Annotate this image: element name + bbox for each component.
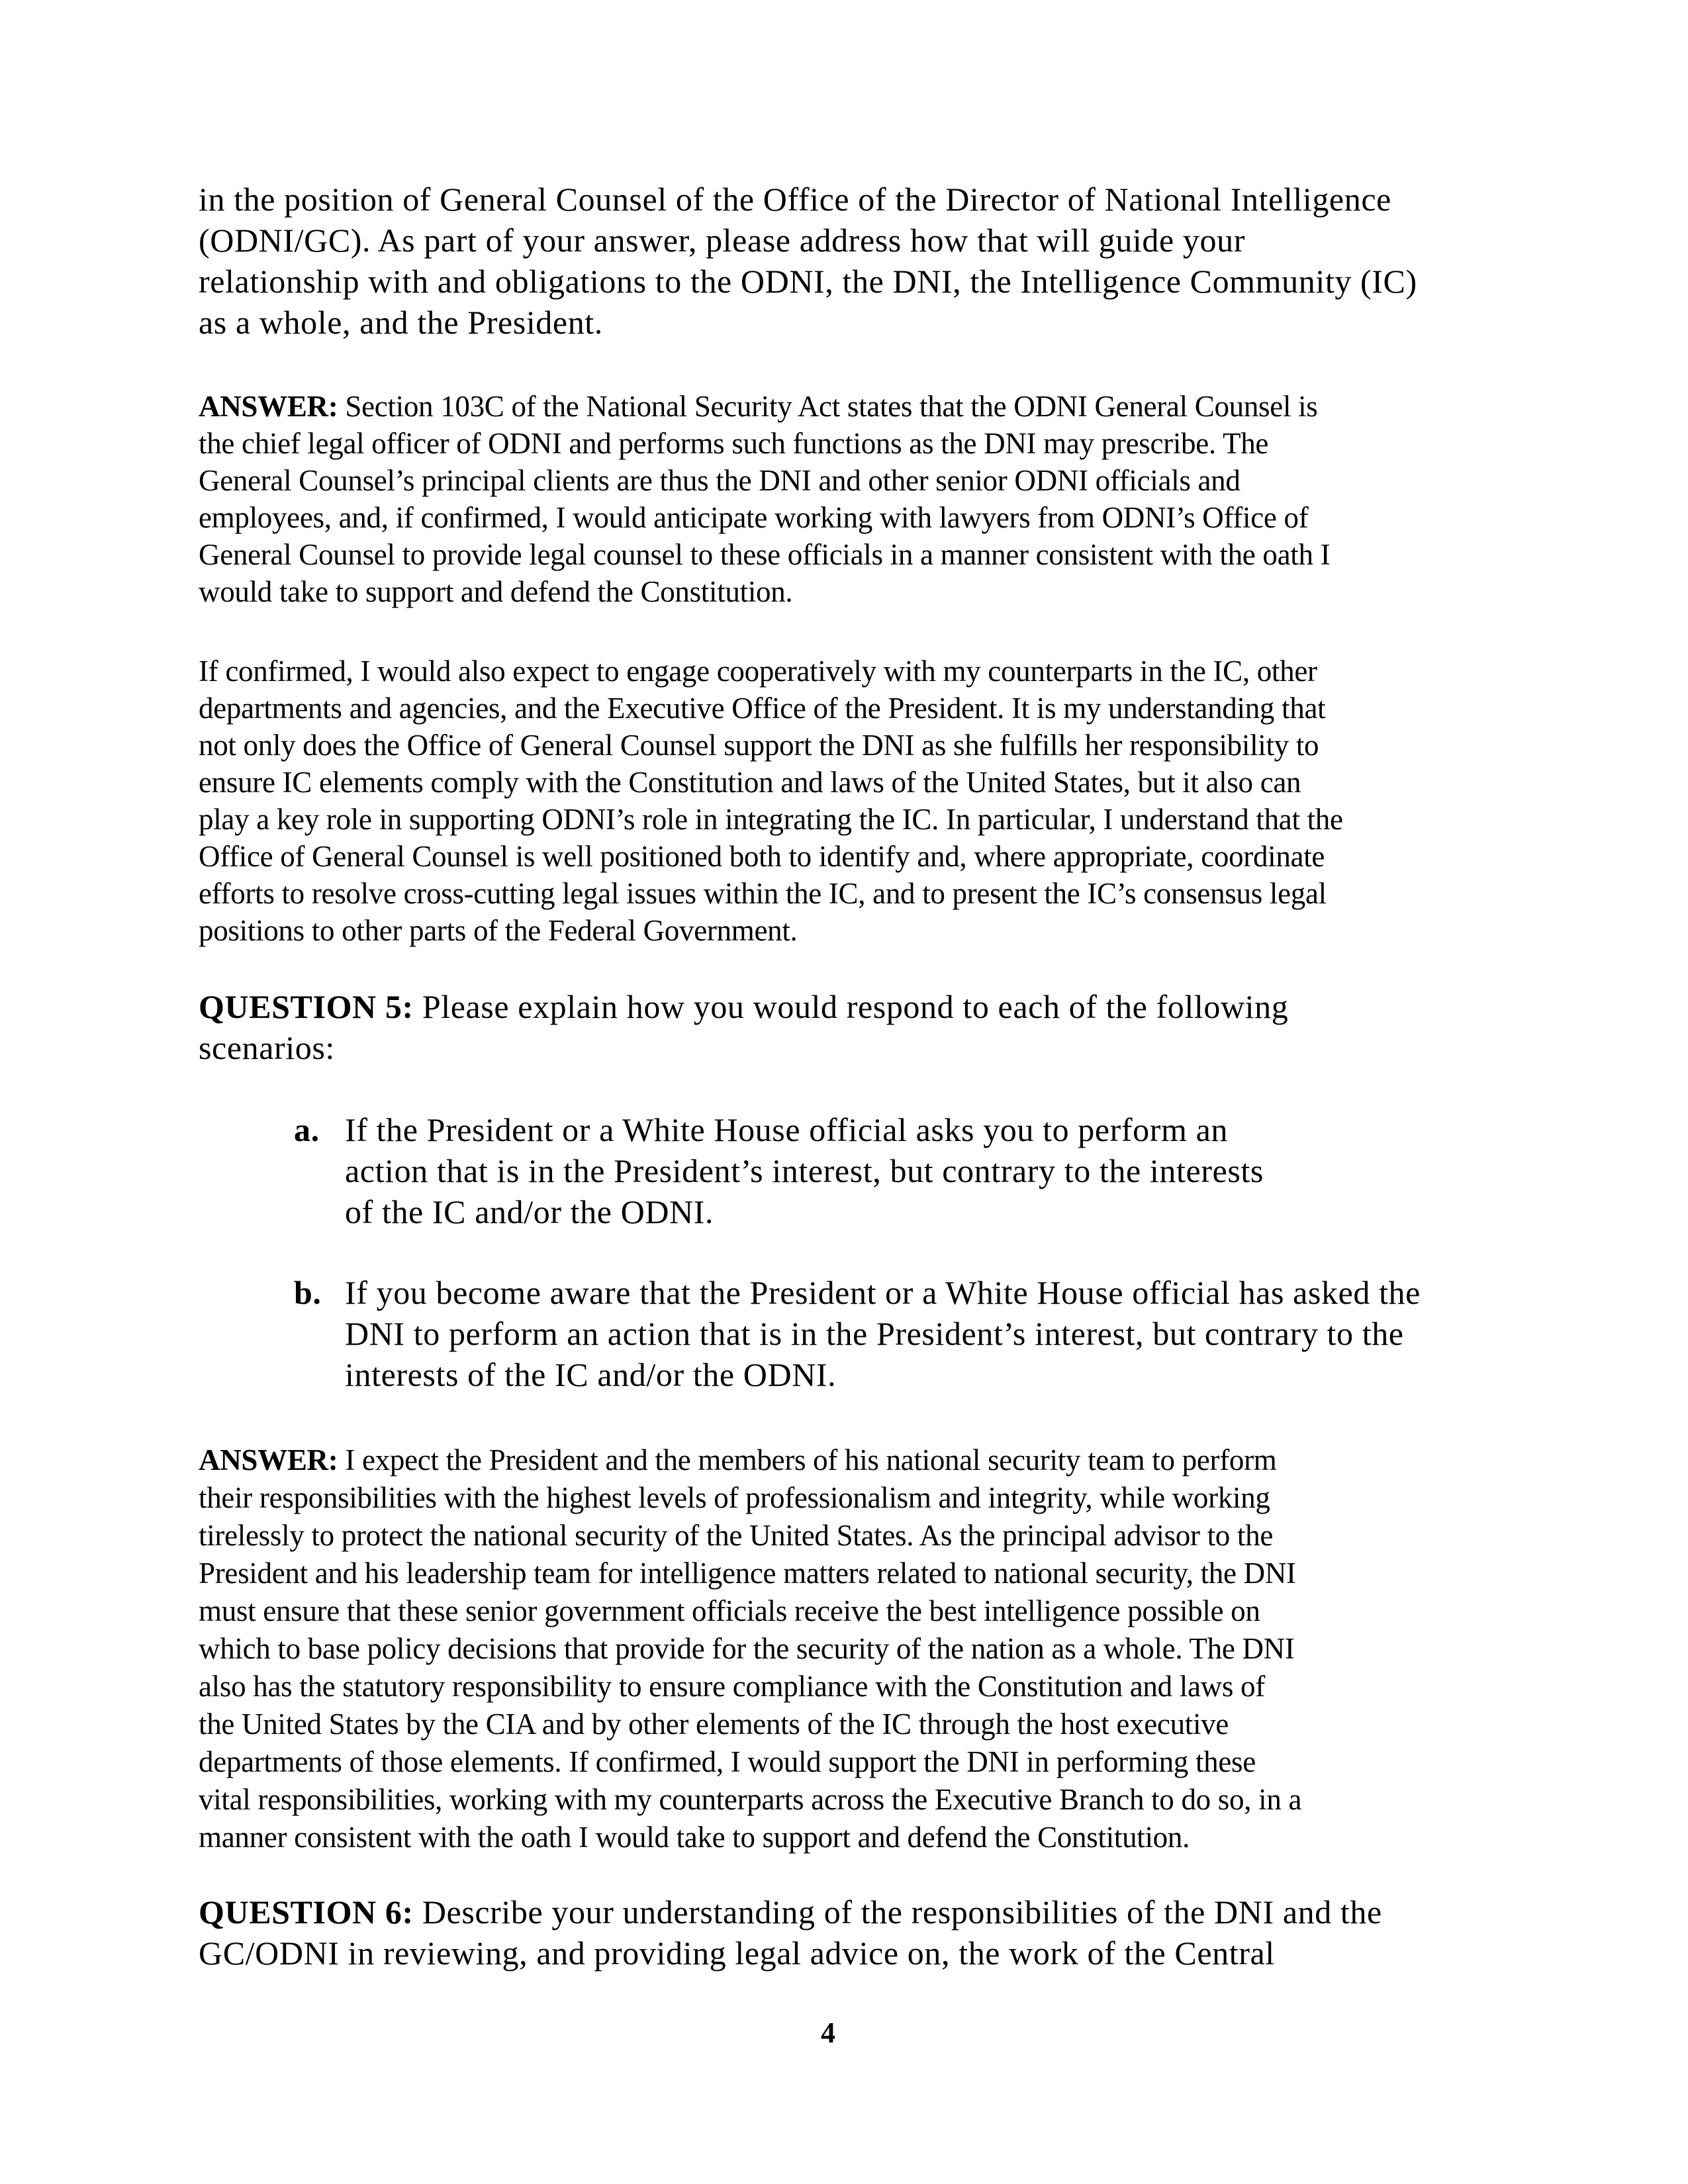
text-line: General Counsel to provide legal counsel to these officials in a manner consistent with the oath I: [199, 538, 1331, 571]
text-line: manner consistent with the oath I would take to support and defend the Constitution.: [199, 1821, 1190, 1854]
text-line: their responsibilities with the highest levels of professionalism and integrity, while working: [199, 1481, 1270, 1514]
text-line: vital responsibilities, working with my counterparts across the Executive Branch to do so, in a: [199, 1783, 1302, 1816]
text-line: would take to support and defend the Constitution.: [199, 575, 793, 608]
list-marker: a.: [294, 1111, 320, 1148]
text-line: in the position of General Counsel of the Office of the Director of National Intelligence: [199, 181, 1391, 218]
text-line: the chief legal officer of ODNI and performs such functions as the DNI may prescribe. The: [199, 427, 1269, 460]
text-line: [199, 389, 1318, 424]
text-line: [199, 1893, 1382, 1931]
text-line: efforts to resolve cross-cutting legal issues within the IC, and to present the IC’s consensus legal: [199, 877, 1327, 910]
question-label: QUESTION 5:: [199, 988, 414, 1025]
question-text: Describe your understanding of the responsibilities of the DNI and the: [413, 1893, 1382, 1931]
text-line: not only does the Office of General Counsel support the DNI as she fulfills her responsibility to: [199, 729, 1319, 762]
text-line: departments and agencies, and the Executive Office of the President. It is my understanding that: [199, 692, 1326, 725]
text-line: of the IC and/or the ODNI.: [345, 1193, 714, 1230]
text-line: departments of those elements. If confirmed, I would support the DNI in performing these: [199, 1745, 1256, 1778]
question-text: Please explain how you would respond to each of the following: [413, 988, 1289, 1025]
text-line: DNI to perform an action that is in the President’s interest, but contrary to the: [345, 1315, 1404, 1352]
text-line: If confirmed, I would also expect to engage cooperatively with my counterparts in the IC, other: [199, 655, 1317, 688]
text-line: ensure IC elements comply with the Constitution and laws of the United States, but it also can: [199, 766, 1301, 799]
text-line: President and his leadership team for intelligence matters related to national security, the DNI: [199, 1557, 1296, 1590]
text-line: [199, 1443, 1276, 1477]
text-line: action that is in the President’s interest, but contrary to the interests: [345, 1152, 1264, 1189]
answer-text: I expect the President and the members of his national security team to perform: [338, 1443, 1277, 1477]
text-line: also has the statutory responsibility to ensure compliance with the Constitution and laws of: [199, 1670, 1265, 1703]
text-line: play a key role in supporting ODNI’s role in integrating the IC. In particular, I understand that the: [199, 803, 1343, 836]
question-label: QUESTION 6:: [199, 1893, 414, 1931]
text-line: GC/ODNI in reviewing, and providing legal advice on, the work of the Central: [199, 1934, 1275, 1972]
answer-text: Section 103C of the National Security Act states that the ODNI General Counsel is: [338, 390, 1318, 423]
list-marker: b.: [294, 1274, 322, 1311]
text-line: must ensure that these senior government officials receive the best intelligence possible on: [199, 1594, 1260, 1627]
page-number: 4: [821, 2017, 835, 2049]
answer-label: ANSWER:: [199, 1443, 338, 1477]
text-line: as a whole, and the President.: [199, 304, 603, 341]
text-line: the United States by the CIA and by other elements of the IC through the host executive: [199, 1707, 1229, 1741]
text-line: (ODNI/GC). As part of your answer, please address how that will guide your: [199, 222, 1245, 259]
text-line: relationship with and obligations to the ODNI, the DNI, the Intelligence Community (IC): [199, 263, 1417, 300]
text-line: scenarios:: [199, 1029, 335, 1066]
answer-label: ANSWER:: [199, 390, 338, 423]
text-line: If you become aware that the President or a White House official has asked the: [345, 1274, 1421, 1311]
text-line: [199, 987, 1288, 1026]
text-line: employees, and, if confirmed, I would anticipate working with lawyers from ODNI’s Office of: [199, 501, 1309, 534]
text-line: positions to other parts of the Federal Government.: [199, 914, 798, 947]
text-line: tirelessly to protect the national security of the United States. As the principal advisor to the: [199, 1519, 1274, 1552]
text-line: Office of General Counsel is well positioned both to identify and, where appropriate, coordinate: [199, 840, 1325, 873]
text-line: If the President or a White House official asks you to perform an: [345, 1111, 1229, 1148]
text-line: interests of the IC and/or the ODNI.: [345, 1356, 837, 1393]
text-line: General Counsel’s principal clients are thus the DNI and other senior ODNI officials and: [199, 464, 1241, 497]
text-line: which to base policy decisions that provide for the security of the nation as a whole. The DNI: [199, 1632, 1295, 1665]
